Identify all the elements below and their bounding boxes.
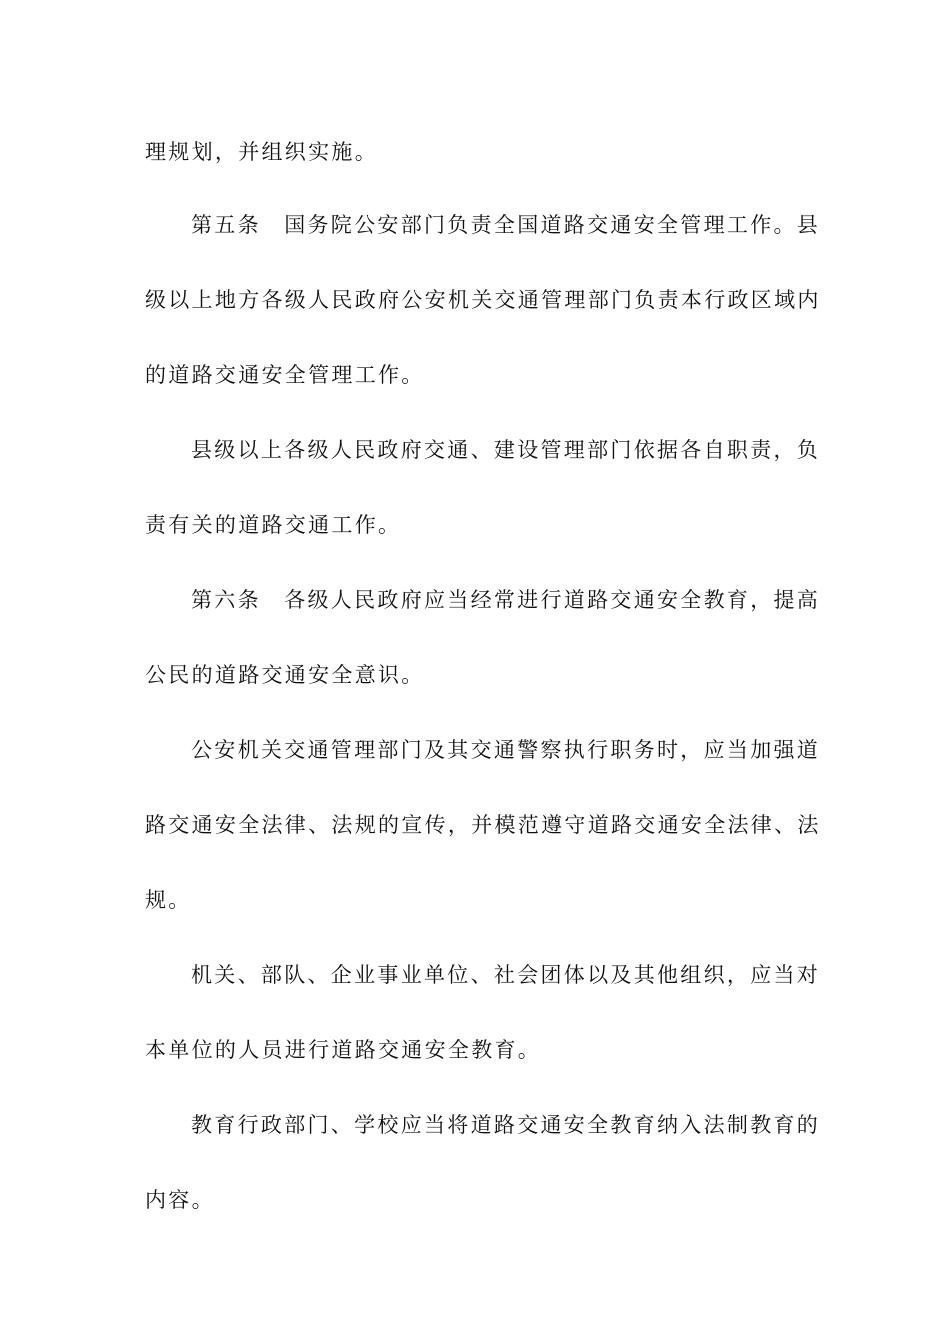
- text-line-article-6: 第六条 各级人民政府应当经常进行道路交通安全教育，提高: [191, 588, 821, 612]
- text-line: 理规划，并组织实施。: [145, 140, 378, 164]
- text-line: 公民的道路交通安全意识。: [145, 663, 425, 687]
- text-line: 规。: [145, 888, 192, 912]
- text-line: 本单位的人员进行道路交通安全教育。: [145, 1038, 542, 1062]
- text-line: 路交通安全法律、法规的宣传，并模范遵守道路交通安全法律、法: [145, 813, 821, 837]
- text-line: 级以上地方各级人民政府公安机关交通管理部门负责本行政区域内: [145, 288, 821, 312]
- text-line: 的道路交通安全管理工作。: [145, 363, 425, 387]
- text-line: 教育行政部门、学校应当将道路交通安全教育纳入法制教育的: [191, 1113, 821, 1137]
- text-line: 公安机关交通管理部门及其交通警察执行职务时，应当加强道: [191, 738, 821, 762]
- text-line: 内容。: [145, 1188, 215, 1212]
- text-line-article-5: 第五条 国务院公安部门负责全国道路交通安全管理工作。县: [191, 213, 821, 237]
- text-line: 机关、部队、企业事业单位、社会团体以及其他组织，应当对: [191, 963, 821, 987]
- text-line: 责有关的道路交通工作。: [145, 513, 402, 537]
- text-line: 县级以上各级人民政府交通、建设管理部门依据各自职责，负: [191, 438, 821, 462]
